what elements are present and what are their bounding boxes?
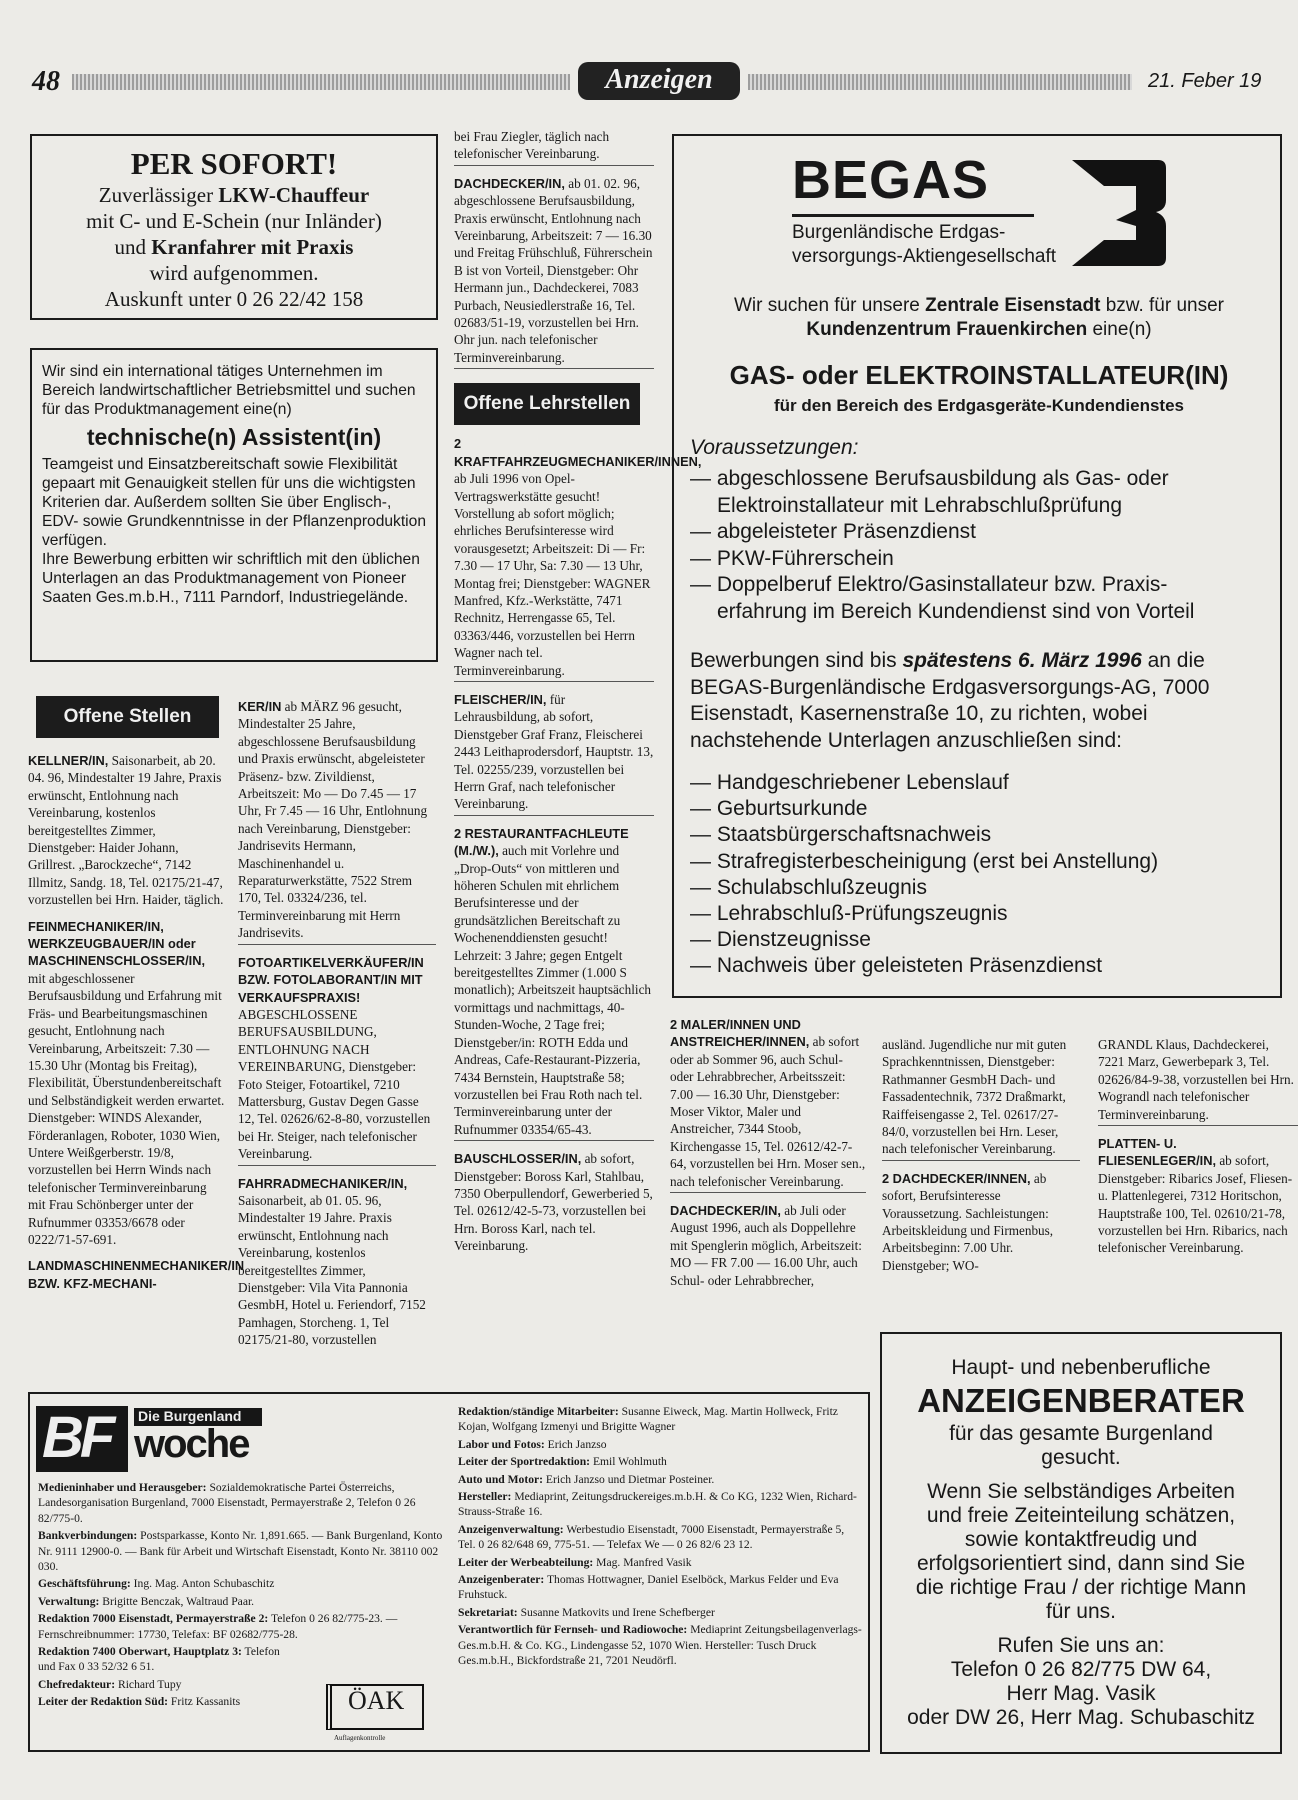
ad-apply: Ihre Bewerbung erbitten wir schriftlich mit den üblichen Unterlagen an das Produktmanagement von Pioneer Saaten Ges.m.b.H., 7111 Parndorf, Industriegelände. bbox=[42, 551, 420, 606]
bf-logo-text: BF bbox=[42, 1405, 112, 1470]
berater-title: ANZEIGENBERATER bbox=[917, 1382, 1245, 1419]
column-offene-stellen bbox=[28, 696, 245, 1301]
begas-b-icon bbox=[1066, 154, 1166, 272]
ad-line: mit C- und E-Schein (nur Inländer) bbox=[86, 209, 382, 233]
listing: 2 RESTAURANTFACHLEUTE (M./W.), auch mit Vorlehre und „Drop-Outs“ von mittleren und höheren Schulen mit ehrlichem Berufsinteresse und der grundsätzlichen Bereitschaft zu Wochenenddiensten gesucht! Lehrzeit: 3 Jahre; gegen Entgelt bereitgestelltes Zimmer (1.000 S monatlich); Arbeitszeit hauptsächlich vormittags und nachmittags, 40-Stunden-Woche, 2 Tage frei; Dienstgeber/in: ROTH Edda und Andreas, Cafe-Restaurant-Pizzeria, 7434 Bernstein, Hauptstraße 58; vorzustellen bei Frau Roth nach tel. Terminvereinbarung unter der Rufnummer 03354/65-43. bbox=[454, 825, 654, 1141]
begas-apply-text: Bewerbungen sind bis spätestens 6. März 1996 an die BEGAS-Burgenländische Erdgasversorgungs-AG, 7000 Eisenstadt, Kasernenstraße 10, zu richten, wobei nachstehende Unterlagen anzuschließen sind: bbox=[690, 649, 1210, 752]
listing: KER/IN ab MÄRZ 96 gesucht, Mindestalter 25 Jahre, abgeschlossene Berufsausbildung und Praxis erwünscht, abgeleisteter Präsenz- bzw. Zivildienst, Arbeitszeit: Mo — Do 7.45 — 17 Uhr, Fr 7.45 — 16 Uhr, Entlohnung nach Vereinbarung, Dienstgeber: Jandrisevits Hermann, Maschinenhandel u. Reparaturwerkstätte, 7522 Strem 170, Tel. 03324/236, tel. Terminvereinbarung mit Herrn Jandrisevits. bbox=[238, 698, 436, 945]
begas-requirements bbox=[690, 466, 1194, 625]
imprint-entry: Hersteller: Mediaprint, Zeitungsdruckereiges.m.b.H. & Co KG, 1232 Wien, Richard-Strauss-Straße 16. bbox=[458, 1490, 857, 1519]
imprint-entry: Chefredakteur: Richard Tupy bbox=[38, 1677, 182, 1691]
requirement-item: — abgeschlossene Berufsausbildung als Gas- oder bbox=[690, 467, 1169, 490]
column-3 bbox=[454, 128, 702, 1264]
impressum-right bbox=[458, 1404, 864, 1671]
requirement-item: Elektroinstallateur mit Lehrabschlußprüfung bbox=[717, 493, 1123, 517]
imprint-entry: Anzeigenverwaltung: Werbestudio Eisenstadt, 7000 Eisenstadt, Permayerstraße 5, Tel. 0 26 82/648 69, 775-51. — Telefax We — 0 26 82/6 23 12. bbox=[458, 1522, 845, 1552]
imprint-entry: Geschäftsführung: Ing. Mag. Anton Schubaschitz bbox=[38, 1577, 275, 1591]
impressum-left bbox=[38, 1480, 452, 1712]
impressum-box bbox=[28, 1392, 870, 1752]
begas-logo: BEGAS bbox=[792, 150, 990, 210]
column-5 bbox=[882, 1036, 1080, 1283]
listing: 2 DACHDECKER/INNEN, ab sofort, Berufsinteresse Voraussetzung. Sachleistungen: Arbeitskleidung und Firmenbus, Arbeitsbeginn: 7.00 Uhr. Dienstgeber; WO- bbox=[882, 1170, 1054, 1273]
document-item: — Dienstzeugnisse bbox=[690, 928, 871, 952]
listing: bei Frau Ziegler, täglich nach telefonischer Vereinbarung. bbox=[454, 128, 654, 166]
berater-contact: Herr Mag. Vasik bbox=[1006, 1682, 1156, 1705]
listing: FLEISCHER/IN, für Lehrausbildung, ab sofort, Dienstgeber Graf Franz, Fleischerei 2443 Leithaprodersdorf, Hauptstr. 13, Tel. 02255/239, vorzustellen bei Herrn Graf, nach telefonischer Vereinbarung. bbox=[454, 691, 654, 816]
listing: 2 KRAFTFAHRZEUGMECHANIKER/INNEN, ab Juli 1996 von Opel-Vertragswerkstätte gesucht! Vorstellung ab sofort möglich; ehrliches Berufsinteresse wird vorausgesetzt; Arbeitszeit: Di — Fr: 7.30 — 17 Uhr, Sa: 7.30 — 13 Uhr, Montag frei; Dienstgeber: WAGNER Manfred, Kfz.-Werkstätte, 7471 Rechnitz, Herrengasse 65, Tel. 03363/446, vorzustellen bei Herrn Wagner nach tel. Terminvereinbarung. bbox=[454, 435, 654, 682]
imprint-entry: Leiter der Sportredaktion: Emil Wohlmuth bbox=[458, 1455, 667, 1469]
imprint-entry: Labor und Fotos: Erich Janzso bbox=[458, 1437, 607, 1451]
column-6-clip bbox=[1098, 1036, 1294, 1316]
listing: BAUSCHLOSSER/IN, ab sofort, Dienstgeber: Boross Karl, Stahlbau, 7350 Oberpullendorf, Gewerberied 5, Tel. 02612/42-5-73, vorzustellen bei Hrn. Boross Karl, nach tel. Vereinbarung. bbox=[454, 1151, 653, 1254]
document-item: — Handgeschriebener Lebenslauf bbox=[690, 771, 1009, 794]
woche-logo-woche: woche bbox=[134, 1422, 249, 1466]
section-title: Anzeigen bbox=[605, 64, 713, 95]
header-rule-left bbox=[72, 74, 570, 90]
imprint-entry: Redaktion 7000 Eisenstadt, Permayerstraße 2: Telefon 0 26 82/775-23. — Fernschreibnummer: 17730, Telefax: BF 02682/775-28. bbox=[38, 1612, 398, 1641]
listing: FEINMECHANIKER/IN, WERKZEUGBAUER/IN oder MASCHINENSCHLOSSER/IN, mit abgeschlossener Berufsausbildung und Erfahrung mit Fräs- und Bearbeitungsmaschinen gesucht, Entlohnung nach Vereinbarung, Arbeitszeit: 7.30 — 15.30 Uhr (Montag bis Freitag), Flexibilität, Überstundenbereitschaft und Selbständigkeit werden erwartet. Dienstgeber: WINDS Alexander, Förderanlagen, Roboter, 1030 Wien, Untere Weißgerberstr. 19/8, vorzustellen bei Herrn Winds nach telefonischer Terminvereinbarung mit Frau Schönberger unter der Rufnummer 03353/6678 oder 0222/71-57-691. bbox=[28, 918, 225, 1247]
ad-contact: Auskunft unter 0 26 22/42 158 bbox=[104, 287, 364, 311]
imprint-entry: Sekretariat: Susanne Matkovits und Irene Schefberger bbox=[458, 1605, 715, 1619]
imprint-entry: Verwaltung: Brigitte Benczak, Waltraud Paar. bbox=[38, 1594, 255, 1608]
column-4 bbox=[670, 1016, 866, 1298]
ad-begas bbox=[672, 134, 1282, 998]
header-rule-right bbox=[748, 74, 1132, 90]
imprint-entry: Leiter der Redaktion Süd: Fritz Kassanits bbox=[38, 1695, 241, 1709]
ad-job-title: technische(n) Assistent(in) bbox=[86, 424, 382, 450]
imprint-entry: Bankverbindungen: Postsparkasse, Konto Nr. 1,891.665. — Bank Burgenland, Konto Nr. 9111 12900-0. — Bank für Arbeit und Wirtschaft Eisenstadt, Konto Nr. 38110 002 030. bbox=[38, 1529, 443, 1574]
page-number: 48 bbox=[32, 66, 60, 97]
listing: ausländ. Jugendliche nur mit guten Sprachkenntnissen, Dienstgeber: Rathmanner GesmbH Dach- und Fassadentechnik, 7372 Draßmarkt, Raiffeisengasse 2, Tel. 02617/27-84/0, vorzustellen bei Hrn. Leser, nach telefonischer Vereinbarung. bbox=[882, 1036, 1080, 1161]
column-2 bbox=[238, 698, 436, 1358]
begas-logo-rule bbox=[792, 214, 1034, 217]
listing: KELLNER/IN, Saisonarbeit, ab 20. 04. 96, Mindestalter 19 Jahre, Praxis erwünscht, Entlohnung nach Vereinbarung, kostenlos bereitgestelltes Zimmer, Dienstgeber: Haider Johann, Grillrest. „Barockzeche“, 7142 Illmitz, Sandg. 18, Tel. 02175/21-47, vorzustellen bei Hrn. Haider, täglich. bbox=[28, 753, 224, 908]
berater-line: Haupt- und nebenberufliche bbox=[951, 1356, 1211, 1379]
ad-body: Teamgeist und Einsatzbereitschaft sowie Flexibilität gepaart mit Genauigkeit stellen für uns die wichtigsten Kriterien dar. Außerdem sollten Sie über Englisch-, EDV- sowie Grundkenntnisse in der Pflanzenproduktion verfügen. bbox=[42, 456, 426, 549]
ad-line: und Kranfahrer mit Praxis bbox=[114, 235, 354, 259]
berater-contact: Telefon 0 26 82/775 DW 64, bbox=[950, 1658, 1212, 1681]
ad-anzeigenberater bbox=[880, 1332, 1282, 1754]
listing: GRANDL Klaus, Dachdeckerei, 7221 Marz, Gewerbepark 3, Tel. 02626/84-9-38, vorzustellen bei Hrn. Wograndl nach telefonischer Terminvereinbarung. bbox=[1098, 1036, 1298, 1126]
page-header bbox=[0, 62, 1289, 102]
section-heading-offene-lehrstellen: Offene Lehrstellen bbox=[454, 383, 640, 425]
ad-intro: Wir sind ein international tätiges Unternehmen im Bereich landwirtschaftlicher Betriebsmittel und suchen für das Produktmanagement eine(n) bbox=[42, 363, 416, 418]
document-item: — Nachweis über geleisteten Präsenzdienst bbox=[690, 954, 1103, 978]
berater-contact: oder DW 26, Herr Mag. Schubaschitz bbox=[907, 1706, 1255, 1729]
berater-body: für uns. bbox=[1045, 1600, 1117, 1623]
begas-job-subtitle: für den Bereich des Erdgasgeräte-Kundendienstes bbox=[774, 396, 1184, 415]
ad-title: PER SOFORT! bbox=[130, 146, 338, 181]
berater-body: erfolgsorientiert sind, dann sind Sie bbox=[916, 1552, 1246, 1575]
listing: DACHDECKER/IN, ab Juli oder August 1996, auch als Doppellehre mit Spenglerin möglich, Arbeitszeit: MO — FR 7.00 — 16.00 Uhr, auch Schul- oder Lehrabbrecher, bbox=[670, 1203, 862, 1288]
oak-logo-text: ÖAK bbox=[348, 1686, 405, 1715]
woche-logo-die: Die Burgenland bbox=[138, 1408, 242, 1424]
listing: FOTOARTIKELVERKÄUFER/IN BZW. FOTOLABORANT/IN MIT VERKAUFSPRAXIS! ABGESCHLOSSENE BERUFSAUSBILDUNG, ENTLOHNUNG NACH VEREINBARUNG, Dienstgeber: Foto Steiger, Fotoartikel, 7210 Mattersburg, Gustav Degen Gasse 12, Tel. 02626/62-8-80, vorzustellen bei Hr. Steiger, nach telefonischer Vereinbarung. bbox=[238, 954, 436, 1166]
listing: LANDMASCHINENMECHANIKER/IN BZW. KFZ-MECHANI- bbox=[28, 1258, 245, 1291]
oak-logo-sub: Auflagenkontrolle bbox=[334, 1734, 386, 1742]
document-item: — Lehrabschluß-Prüfungszeugnis bbox=[690, 902, 1008, 926]
listing: PLATTEN- U. FLIESENLEGER/IN, ab sofort, Dienstgeber: Ribarics Josef, Fliesen- u. Plattenlegerei, 7312 Horitschon, Hauptstraße 100, Tel. 02610/21-78, vorzustellen bei Hrn. Ribarics, nach telefonischer Vereinbarung. bbox=[1098, 1136, 1293, 1256]
imprint-entry: Medieninhaber und Herausgeber: Sozialdemokratische Partei Österreichs, Landesorganisation Burgenland, 7000 Eisenstadt, Permayerstraße 2, Telefon 0 26 82/775-0. bbox=[38, 1481, 416, 1525]
imprint-entry: Verantwortlich für Fernseh- und Radiowoche: Mediaprint Zeitungsbeilagenverlags-Ges.m.b.H. & Co. KG., Lindengasse 52, 1070 Wien. Hersteller: Tusch Druck Ges.m.b.H., Bickfordstraße 21, 7201 Neudörfl. bbox=[458, 1623, 862, 1668]
berater-line: für das gesamte Burgenland bbox=[949, 1422, 1213, 1445]
imprint-entry: Anzeigenberater: Thomas Hottwagner, Daniel Eselböck, Markus Felder und Eva Fruhstuck. bbox=[458, 1573, 839, 1602]
imprint-entry: Leiter der Werbeabteilung: Mag. Manfred Vasik bbox=[458, 1555, 692, 1569]
issue-date: 21. Feber 19 bbox=[1148, 70, 1262, 92]
ad-line: Zuverlässiger LKW-Chauffeur bbox=[98, 183, 370, 207]
document-item: — Strafregisterbescheinigung (erst bei Anstellung) bbox=[690, 849, 1159, 873]
begas-subline: versorgungs-Aktiengesellschaft bbox=[792, 246, 1057, 267]
document-item: — Staatsbürgerschaftsnachweis bbox=[690, 823, 992, 847]
ad-per-sofort bbox=[30, 134, 438, 320]
begas-requirements-heading: Voraussetzungen: bbox=[690, 436, 859, 459]
imprint-entry: Auto und Motor: Erich Janzso und Dietmar Posteiner. bbox=[458, 1472, 715, 1486]
berater-body: die richtige Frau / der richtige Mann bbox=[915, 1576, 1247, 1599]
begas-search-text: Wir suchen für unsere Zentrale Eisenstadt bzw. für unser Kundenzentrum Frauenkirchen eine(n) bbox=[734, 295, 1224, 340]
ad-line: wird aufgenommen. bbox=[149, 261, 319, 285]
column-6 bbox=[1098, 1036, 1298, 1257]
berater-contact: Rufen Sie uns an: bbox=[997, 1634, 1165, 1657]
ad-pioneer bbox=[30, 348, 438, 662]
berater-body: sowie kontaktfreudig und bbox=[964, 1528, 1198, 1551]
berater-line: gesucht. bbox=[1041, 1446, 1121, 1469]
listing: DACHDECKER/IN, ab 01. 02. 96, abgeschlossene Berufsausbildung, Praxis erwünscht, Entlohnung nach Vereinbarung, Arbeitszeit: 7 — 16.30 und Freitag Frühschluß, Führerschein B ist von Vorteil, Dienstgeber: Ohr Hermann jun., Dachdeckerei, 7083 Purbach, Neusiedlerstraße 16, Tel. 02683/51-19, vorzustellen bei Hrn. Ohr jun. nach telefonischer Terminvereinbarung. bbox=[454, 175, 654, 369]
begas-documents bbox=[690, 770, 1158, 980]
begas-subline: Burgenländische Erdgas- bbox=[792, 222, 1006, 243]
imprint-entry: Redaktion/ständige Mitarbeiter: Susanne Eiweck, Mag. Martin Hollweck, Fritz Kojan, Wolfgang Izmenyi und Brigitte Wagner bbox=[458, 1405, 838, 1434]
requirement-item: — abgeleisteter Präsenzdienst bbox=[690, 520, 976, 543]
imprint-entry: Redaktion 7400 Oberwart, Hauptplatz 3: Telefon und Fax 0 33 52/32 6 51. bbox=[38, 1645, 280, 1674]
berater-body: Wenn Sie selbständiges Arbeiten bbox=[927, 1480, 1235, 1503]
document-item: — Geburtsurkunde bbox=[690, 797, 868, 821]
berater-body: und freie Zeiteinteilung schätzen, bbox=[926, 1504, 1236, 1527]
requirement-item: erfahrung im Bereich Kundendienst sind von Vorteil bbox=[717, 599, 1195, 623]
listing: FAHRRADMECHANIKER/IN, Saisonarbeit, ab 01. 05. 96, Mindestalter 19 Jahre. Praxis erwünscht, Entlohnung nach Vereinbarung, kostenlos bereitgestelltes Zimmer, Dienstgeber: Vila Vita Pannonia GesmbH, Hotel u. Feriendorf, 7152 Pamhagen, Storcheng. 1, Tel 02175/21-80, vorzustellen bbox=[238, 1175, 426, 1348]
listing: 2 MALER/INNEN UND ANSTREICHER/INNEN, ab sofort oder ab Sommer 96, auch Schul- oder Lehrabbrecher, Arbeitsszeit: 7.00 — 16.30 Uhr, Dienstgeber: Moser Viktor, Maler und Anstreicher, 7344 Stoob, Kirchengasse 15, Tel. 02612/42-7-64, vorzustellen bei Hrn. Moser sen., nach telefonischer Vereinbarung. bbox=[670, 1016, 866, 1193]
document-item: — Schulabschlußzeugnis bbox=[690, 875, 927, 899]
begas-job-title: GAS- oder ELEKTROINSTALLATEUR(IN) bbox=[729, 360, 1229, 390]
requirement-item: — PKW-Führerschein bbox=[690, 546, 894, 570]
section-heading-offene-stellen: Offene Stellen bbox=[36, 696, 219, 738]
requirement-item: — Doppelberuf Elektro/Gasinstallateur bzw. Praxis- bbox=[690, 573, 1168, 596]
